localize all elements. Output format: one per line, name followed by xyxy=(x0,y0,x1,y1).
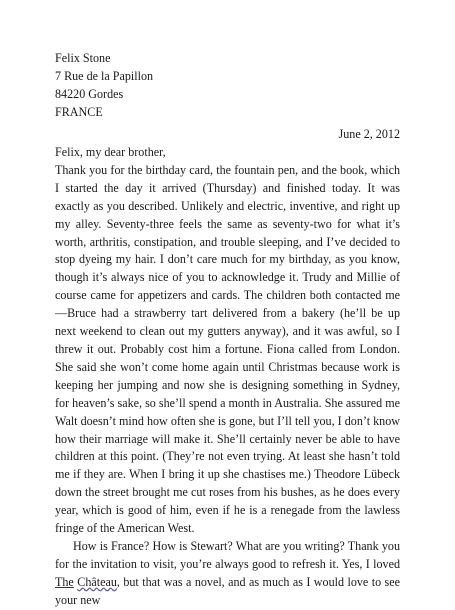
book-title-chateau: Château xyxy=(77,574,117,589)
paragraph-2-before: How is France? How is Stewart? What are you writing? Thank you for the invitation to visit, you’re always good to refresh it. Yes, I loved xyxy=(55,538,400,571)
book-title-the: The xyxy=(55,574,74,589)
sender-country: FRANCE xyxy=(55,104,103,119)
paragraph-2-after: , but that was a novel, and as much as I would love to see your new xyxy=(55,574,400,607)
sender-name: Felix Stone xyxy=(55,51,111,65)
paragraph-1: Thank you for the birthday card, the fountain pen, and the book, which I started the day it arrived (Thursday) and finished today. It was exactly as you described. Unlikely and electric, inventive, and right up my alley. Seventy-three feels the same as seventy-two for what it’s worth, arthritis, constipation, and trouble sleeping, and I’ve decided to stop dyeing my hair. I don’t care much for my birthday, as you know, though it’s always nice of you to acknowledge it. Trudy and Millie of course came for appetizers and cards. The children both contacted me—Bruce had a strawberry tart delivered from a bakery (he’ll be up next weekend to clean out my gutters anyway), and it was awful, so I threw it out. Probably cost him a fortune. Fiona called from London. She said she won’t come home again until Christmas because work is keeping her jumping and now she is designing something in Sydney, for heaven’s sake, so she’ll spend a month in Australia. She assured me Walt doesn’t mind how often she is gone, but I’ll tell you, I don’t know how their marriage will make it. She’ll certainly never be able to have children at this point. (They’re not even trying. At least she hasn’t told me if they are. When I bring it up she chastises me.) Theodore Lübeck down the street brought me cut roses from his bushes, as he does every year, which is good of him, even if he is a renegade from the lawless fringe of the American West. xyxy=(55,162,400,536)
letter-body xyxy=(55,144,400,610)
salutation: Felix, my dear brother, xyxy=(55,145,166,159)
letter-date: June 2, 2012 xyxy=(338,127,400,141)
paragraph-2 xyxy=(55,538,400,610)
sender-street: 7 Rue de la Papillon xyxy=(55,68,154,83)
sender-address xyxy=(55,50,255,122)
sender-city: 84220 Gordes xyxy=(55,86,124,101)
